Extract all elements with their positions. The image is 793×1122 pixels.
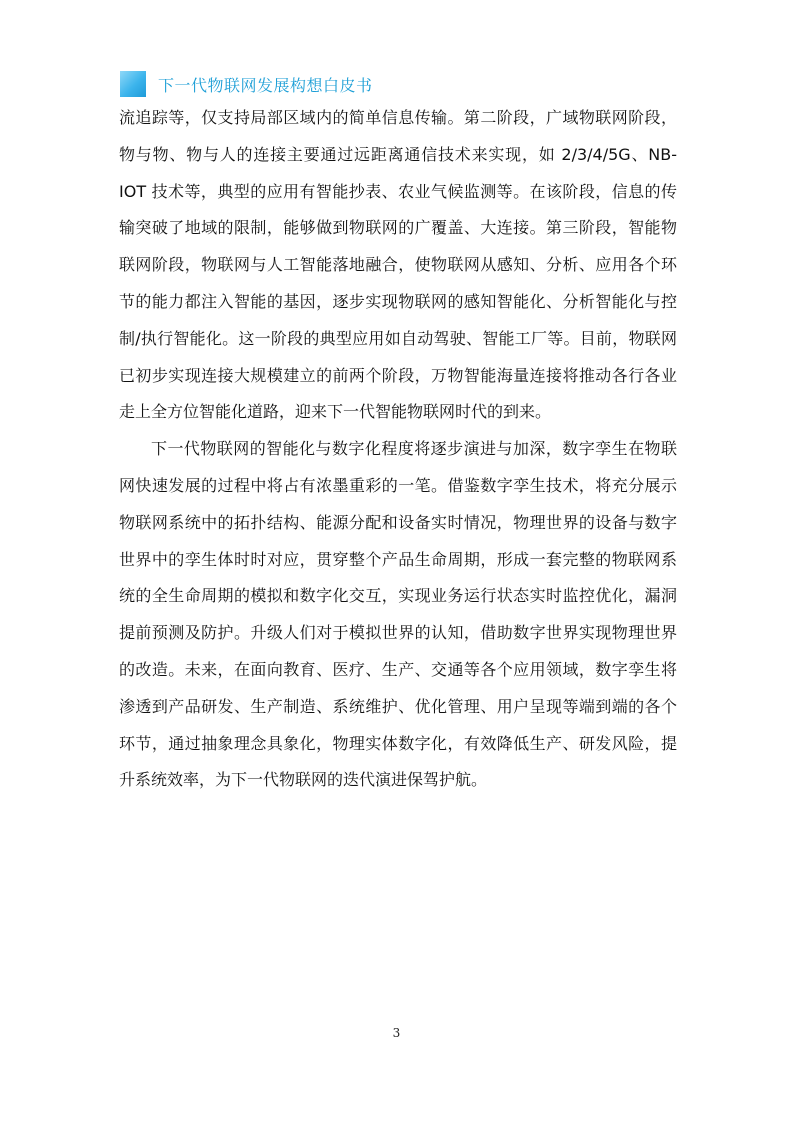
document-body — [119, 100, 677, 799]
header-square-icon — [120, 71, 146, 97]
body-paragraph: 下一代物联网的智能化与数字化程度将逐步演进与加深，数字孪生在物联网快速发展的过程中将占有浓墨重彩的一笔。借鉴数字孪生技术，将充分展示物联网系统中的拓扑结构、能源分配和设备实时情况，物理世界的设备与数字世界中的孪生体时时对应，贯穿整个产品生命周期，形成一套完整的物联网系统的全生命周期的模拟和数字化交互，实现业务运行状态实时监控优化，漏洞提前预测及防护。升级人们对于模拟世界的认知，借助数字世界实现物理世界的改造。未来，在面向教育、医疗、生产、交通等各个应用领域，数字孪生将渗透到产品研发、生产制造、系统维护、优化管理、用户呈现等端到端的各个环节，通过抽象理念具象化，物理实体数字化，有效降低生产、研发风险，提升系统效率，为下一代物联网的迭代演进保驾护航。 — [119, 439, 677, 790]
page-header — [120, 71, 373, 97]
body-paragraph: 流追踪等，仅支持局部区域内的简单信息传输。第二阶段，广域物联网阶段，物与物、物与人的连接主要通过远距离通信技术来实现，如 2/3/4/5G、NB-IOT 技术等，典型的应用有智能抄表、农业气候监测等。在该阶段，信息的传输突破了地域的限制，能够做到物联网的广覆盖、大连接。第三阶段，智能物联网阶段，物联网与人工智能落地融合，使物联网从感知、分析、应用各个环节的能力都注入智能的基因，逐步实现物联网的感知智能化、分析智能化与控制/执行智能化。这一阶段的典型应用如自动驾驶、智能工厂等。目前，物联网已初步实现连接大规模建立的前两个阶段，万物智能海量连接将推动各行各业走上全方位智能化道路，迎来下一代智能物联网时代的到来。 — [119, 108, 677, 422]
page-number: 3 — [392, 1026, 401, 1040]
document-title: 下一代物联网发展构想白皮书 — [158, 75, 373, 95]
